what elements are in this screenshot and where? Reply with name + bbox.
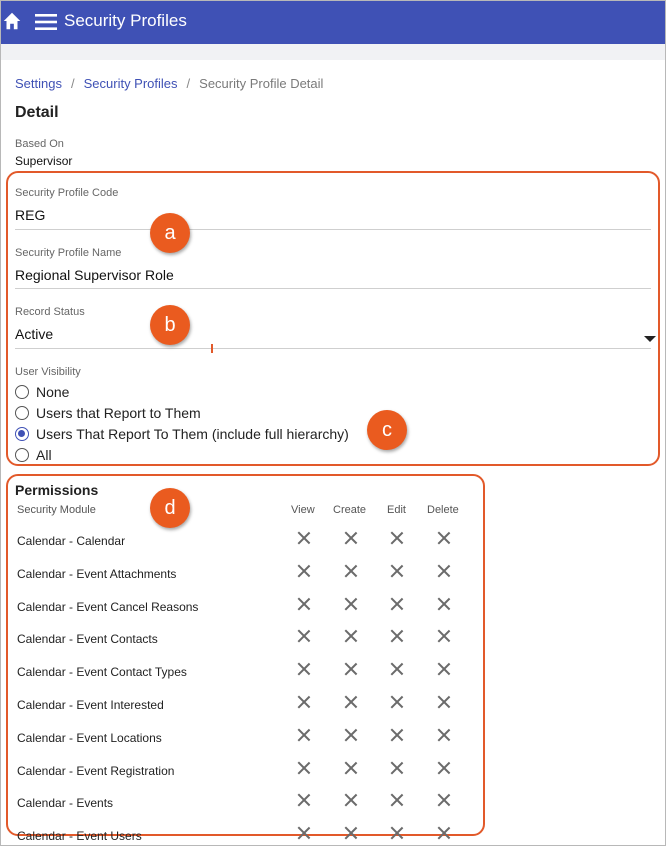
visibility-option-all[interactable] [15, 447, 52, 463]
breadcrumb-current: Security Profile Detail [199, 76, 324, 91]
x-mark-icon[interactable] [297, 662, 311, 676]
table-row-label: Calendar - Events [17, 796, 114, 810]
x-mark-icon[interactable] [390, 826, 404, 840]
table-row-label: Calendar - Event Registration [17, 764, 175, 778]
dropdown-caret-icon[interactable] [644, 336, 656, 342]
x-mark-icon[interactable] [437, 564, 451, 578]
code-field[interactable]: REG [15, 207, 46, 223]
x-mark-icon[interactable] [344, 761, 358, 775]
column-header-create: Create [333, 504, 367, 516]
breadcrumb-settings[interactable]: Settings [15, 76, 62, 91]
x-mark-icon[interactable] [297, 597, 311, 611]
name-field-underline [15, 288, 651, 289]
home-icon[interactable] [1, 10, 23, 32]
top-app-bar [1, 1, 666, 44]
x-mark-icon[interactable] [297, 629, 311, 643]
x-mark-icon[interactable] [390, 531, 404, 545]
x-mark-icon[interactable] [297, 695, 311, 709]
callout-d: d [150, 488, 190, 528]
x-mark-icon[interactable] [437, 826, 451, 840]
table-row-label: Calendar - Event Users [17, 829, 142, 843]
callout-a: a [150, 213, 190, 253]
table-row-label: Calendar - Event Contact Types [17, 665, 187, 679]
detail-heading: Detail [15, 104, 59, 121]
x-mark-icon[interactable] [344, 629, 358, 643]
visibility-option-full-hierarchy[interactable] [15, 426, 349, 442]
callout-c: c [367, 410, 407, 450]
status-label: Record Status [15, 306, 85, 318]
breadcrumb-separator: / [186, 76, 191, 91]
visibility-option-report-to-them[interactable] [15, 405, 201, 421]
column-header-module: Security Module [17, 504, 96, 516]
x-mark-icon[interactable] [437, 728, 451, 742]
toolbar-strip [1, 44, 666, 60]
x-mark-icon[interactable] [297, 826, 311, 840]
x-mark-icon[interactable] [437, 695, 451, 709]
radio-button-selected[interactable] [15, 427, 29, 441]
x-mark-icon[interactable] [344, 793, 358, 807]
x-mark-icon[interactable] [390, 695, 404, 709]
cursor-mark [211, 344, 213, 353]
radio-label: Users that Report to Them [36, 405, 201, 421]
x-mark-icon[interactable] [437, 761, 451, 775]
x-mark-icon[interactable] [344, 531, 358, 545]
radio-button[interactable] [15, 406, 29, 420]
radio-label: None [36, 384, 70, 400]
x-mark-icon[interactable] [297, 793, 311, 807]
column-header-view: View [291, 504, 315, 516]
x-mark-icon[interactable] [390, 564, 404, 578]
breadcrumb-security-profiles[interactable]: Security Profiles [83, 76, 178, 91]
x-mark-icon[interactable] [390, 662, 404, 676]
radio-label: Users That Report To Them (include full hierarchy) [36, 426, 349, 442]
table-row-label: Calendar - Calendar [17, 534, 126, 548]
x-mark-icon[interactable] [297, 564, 311, 578]
x-mark-icon[interactable] [437, 531, 451, 545]
callout-box-permissions [6, 474, 485, 836]
menu-icon[interactable] [35, 13, 57, 31]
x-mark-icon[interactable] [297, 531, 311, 545]
callout-b: b [150, 305, 190, 345]
based-on-label: Based On [15, 138, 64, 150]
radio-label: All [36, 447, 52, 463]
x-mark-icon[interactable] [344, 826, 358, 840]
name-field[interactable]: Regional Supervisor Role [15, 267, 174, 283]
code-field-underline [15, 229, 651, 230]
visibility-label: User Visibility [15, 366, 81, 378]
x-mark-icon[interactable] [390, 761, 404, 775]
x-mark-icon[interactable] [297, 728, 311, 742]
x-mark-icon[interactable] [344, 662, 358, 676]
table-row-label: Calendar - Event Attachments [17, 567, 177, 581]
x-mark-icon[interactable] [437, 793, 451, 807]
table-row-label: Calendar - Event Interested [17, 698, 164, 712]
status-select-underline [15, 348, 651, 349]
visibility-option-none[interactable] [15, 384, 69, 400]
table-row-label: Calendar - Event Contacts [17, 632, 158, 646]
x-mark-icon[interactable] [437, 597, 451, 611]
column-header-delete: Delete [427, 504, 459, 516]
radio-button[interactable] [15, 448, 29, 462]
name-label: Security Profile Name [15, 247, 122, 259]
x-mark-icon[interactable] [344, 695, 358, 709]
column-header-edit: Edit [387, 504, 406, 516]
x-mark-icon[interactable] [437, 662, 451, 676]
x-mark-icon[interactable] [390, 629, 404, 643]
table-row-label: Calendar - Event Cancel Reasons [17, 600, 199, 614]
x-mark-icon[interactable] [344, 597, 358, 611]
callout-box-detail [6, 171, 660, 466]
x-mark-icon[interactable] [390, 728, 404, 742]
code-label: Security Profile Code [15, 187, 119, 199]
app-title: Security Profiles [64, 11, 187, 30]
permissions-title: Permissions [15, 482, 99, 498]
x-mark-icon[interactable] [344, 564, 358, 578]
based-on-value: Supervisor [15, 154, 73, 168]
breadcrumb-separator: / [70, 76, 75, 91]
x-mark-icon[interactable] [344, 728, 358, 742]
x-mark-icon[interactable] [390, 597, 404, 611]
radio-button[interactable] [15, 385, 29, 399]
x-mark-icon[interactable] [437, 629, 451, 643]
x-mark-icon[interactable] [390, 793, 404, 807]
status-select[interactable]: Active [15, 326, 54, 342]
table-row-label: Calendar - Event Locations [17, 731, 162, 745]
x-mark-icon[interactable] [297, 761, 311, 775]
breadcrumb [15, 76, 323, 91]
